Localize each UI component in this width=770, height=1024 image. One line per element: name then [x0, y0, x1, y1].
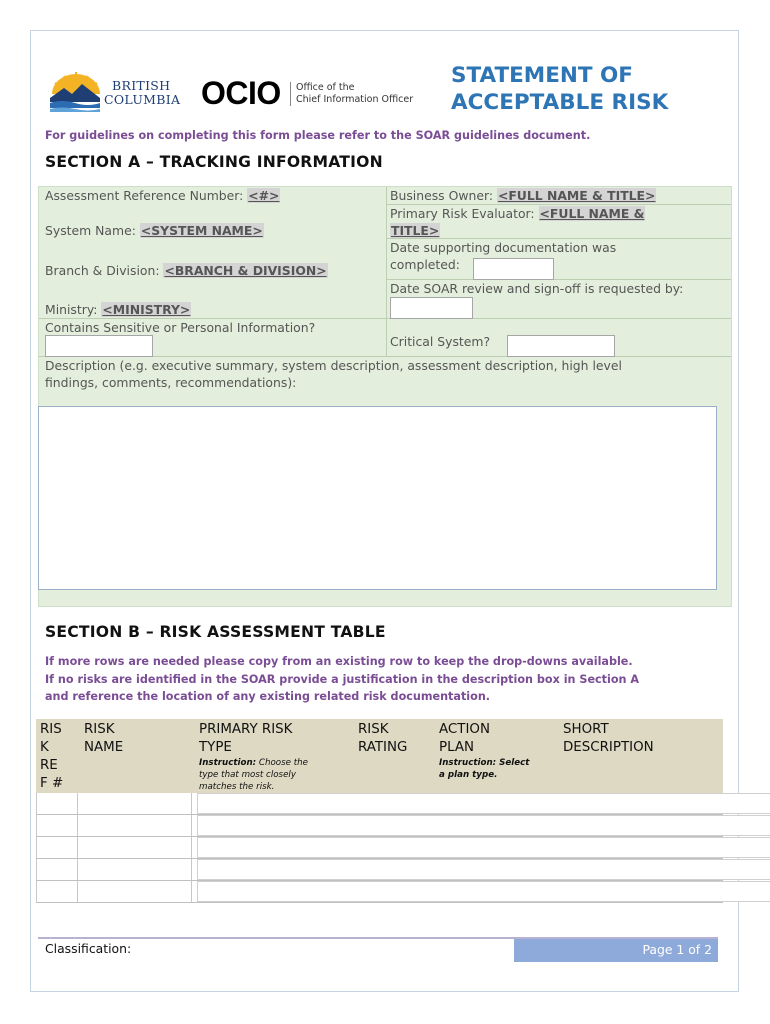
date-soar-label: Date SOAR review and sign-off is requested by: [390, 281, 684, 296]
business-owner-field: Business Owner: <FULL NAME & TITLE> [390, 188, 656, 203]
col-short-description: SHORT DESCRIPTION [563, 722, 654, 755]
col-risk-rating: RISK RATING [358, 722, 408, 755]
primary-evaluator-input-cont[interactable]: TITLE> [391, 223, 440, 238]
ocio-logo: OCIO [201, 75, 281, 111]
sensitive-info-input[interactable] [45, 335, 153, 357]
sensitive-info-label: Contains Sensitive or Personal Information? [45, 320, 316, 335]
ministry-input[interactable]: <MINISTRY> [102, 302, 191, 317]
ministry-field: Ministry: <MINISTRY> [45, 302, 191, 317]
primary-evaluator-field: Primary Risk Evaluator: <FULL NAME & [390, 206, 645, 221]
risk-row-dropdowns[interactable] [197, 815, 770, 836]
document-title: STATEMENT OF ACCEPTABLE RISK [451, 63, 669, 115]
branch-division-field: Branch & Division: <BRANCH & DIVISION> [45, 263, 327, 278]
business-owner-input[interactable]: <FULL NAME & TITLE> [497, 188, 656, 203]
ocio-subtitle: Office of the Chief Information Officer [296, 82, 414, 105]
col-plan-instruction: Instruction: Select a plan type. [439, 758, 530, 780]
system-name-field: System Name: <SYSTEM NAME> [45, 223, 263, 238]
critical-system-label: Critical System? [390, 334, 491, 349]
section-a-title: SECTION A – TRACKING INFORMATION [45, 153, 383, 171]
col-risk-name: RISK NAME [84, 722, 124, 755]
page-number: Page 1 of 2 [514, 939, 718, 962]
risk-row-dropdowns[interactable] [197, 859, 770, 880]
primary-evaluator-field-cont [390, 222, 440, 239]
date-docs-input[interactable] [473, 258, 554, 280]
critical-system-input[interactable] [507, 335, 615, 357]
section-b-instructions: If more rows are needed please copy from an existing row to keep the drop-downs available. If no risks are identified in the SOAR provide a justification in the description box in Section A and reference the location of any existing related risk documentation. [45, 655, 640, 703]
system-name-input[interactable]: <SYSTEM NAME> [140, 223, 263, 238]
col-type-instruction: Instruction: Choose the type that most closely matches the risk. [199, 758, 308, 792]
col-risk-ref: RIS K RE F # [40, 722, 64, 791]
assessment-ref-input[interactable]: <#> [248, 188, 280, 203]
risk-row-dropdowns[interactable] [197, 837, 770, 858]
branch-division-input[interactable]: <BRANCH & DIVISION> [164, 263, 327, 278]
date-soar-input[interactable] [390, 297, 473, 319]
risk-row-dropdowns[interactable] [197, 793, 770, 814]
description-label: Description (e.g. executive summary, system description, assessment description, high level [45, 358, 622, 373]
classification-label: Classification: [45, 941, 132, 956]
assessment-ref-field: Assessment Reference Number: <#> [45, 188, 280, 203]
logo-divider [290, 82, 291, 106]
description-textarea[interactable] [38, 406, 717, 590]
risk-row-dropdowns[interactable] [197, 881, 770, 902]
primary-evaluator-input[interactable]: <FULL NAME & [539, 206, 645, 221]
date-docs-label: Date supporting documentation was [390, 240, 617, 255]
description-label-cont: findings, comments, recommendations): [45, 375, 297, 390]
bc-logo-text: BRITISH COLUMBIA [104, 78, 181, 107]
section-b-title: SECTION B – RISK ASSESSMENT TABLE [45, 623, 386, 641]
guidelines-note: For guidelines on completing this form please refer to the SOAR guidelines document. [45, 129, 591, 142]
col-primary-risk-type: PRIMARY RISK TYPE [199, 722, 293, 755]
date-docs-label-cont: completed: [390, 257, 460, 272]
col-action-plan: ACTION PLAN [439, 722, 490, 755]
